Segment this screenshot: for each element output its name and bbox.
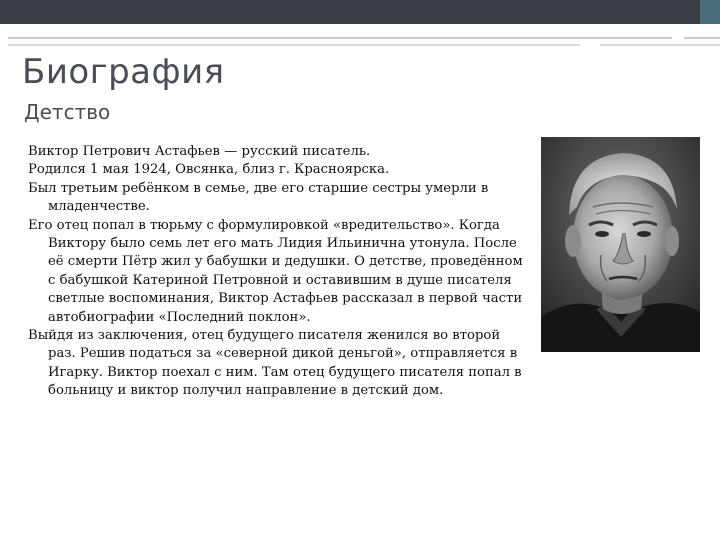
paragraph: Виктор Петрович Астафьев — русский писатель. (28, 144, 371, 159)
slide-subtitle: Детство (24, 100, 111, 124)
body-text (28, 143, 528, 401)
paragraph: Выйдя из заключения, отец будущего писателя женился во второй раз. Решив податься за «северной дикой деньгой», отправляется в Игарку. Виктор поехал с ним. Там отец будущего писателя попал в больницу и виктор получил направление в детский дом. (28, 328, 522, 399)
decorative-line (684, 37, 720, 39)
top-accent-bar (700, 0, 720, 24)
portrait-photo (541, 137, 700, 352)
paragraph: Родился 1 мая 1924, Овсянка, близ г. Красноярска. (28, 162, 390, 178)
paragraph: Был третьим ребёнком в семье, две его старшие сестры умерли в младенчестве. (28, 180, 489, 215)
decorative-line (8, 37, 672, 39)
top-decorative-bar (0, 0, 700, 24)
slide-title: Биография (22, 52, 225, 92)
decorative-line (600, 44, 720, 46)
paragraph: Его отец попал в тюрьму с формулировкой «вредительство». Когда Виктору было семь лет его мать Лидия Ильинична утонула. После её смерти Пётр жил у бабушки и дедушки. О детстве, проведённом с бабушкой Катериной Петровной и оставившим в душе писателя светлые воспоминания, Виктор Астафьев рассказал в первой части автобиографии «Последний поклон». (28, 217, 523, 325)
decorative-line (8, 44, 580, 46)
portrait-image (541, 137, 700, 352)
